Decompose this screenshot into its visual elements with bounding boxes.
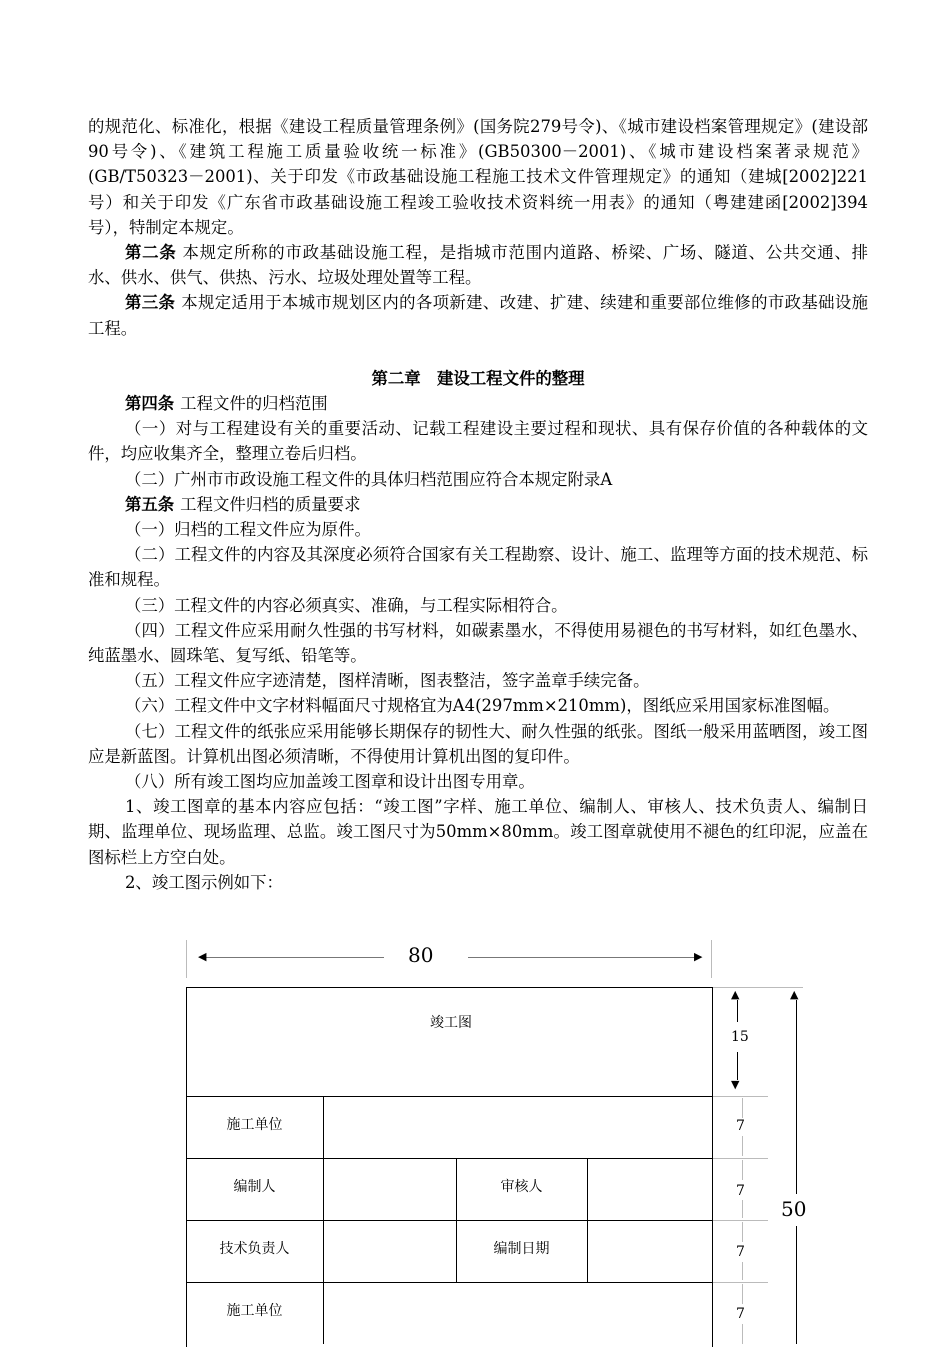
article-5-item-7: （七）工程文件的纸张应采用能够长期保存的韧性大、耐久性强的纸张。图纸一般采用蓝晒图，竣工图应是新蓝图。计算机出图必须清晰，不得使用计算机出图的复印件。	[88, 721, 868, 766]
article-5-item-4: （四）工程文件应采用耐久性强的书写材料，如碳素墨水，不得使用易褪色的书写材料，如红色墨水、纯蓝墨水、圆珠笔、复写纸、铅笔等。	[88, 620, 868, 666]
stamp-box	[186, 987, 713, 1347]
stamp-row-3-label-2: 编制日期	[493, 1241, 550, 1257]
stamp-row-2-label: 编制人	[233, 1179, 276, 1195]
article-3-label: 第三条	[125, 293, 176, 313]
total-height-dimension: 50	[781, 1197, 807, 1221]
article-5-item-1: （一）归档的工程文件应为原件。	[125, 520, 371, 540]
article-4-text: 工程文件的归档范围	[180, 394, 328, 414]
row-2-height-dimension: 7	[736, 1183, 745, 1199]
stamp-title: 竣工图	[430, 1015, 472, 1031]
stamp-row-3-label: 技术负责人	[219, 1241, 290, 1257]
paragraph-intro: 的规范化、标准化，根据《建设工程质量管理条例》(国务院279号令)、《城市建设档案管理规定》(建设部90号令)、《建筑工程施工质量验收统一标准》(GB50300－2001)、《城市建设档案著录规范》(GB/T50323－2001)、关于印发《市政基础设施工程施工技术文件管理规定》的通知（建城[2002]221号）和关于印发《广东省市政基础设施工程竣工验收技术资料统一用表》的通知（粤建建函[2002]394号），特制定本规定。	[88, 117, 868, 237]
article-4-label: 第四条	[125, 394, 175, 414]
paragraph-article-5	[88, 492, 868, 517]
stamp-row-1-label: 施工单位	[226, 1117, 283, 1133]
article-5-item-8: （八）所有竣工图均应加盖竣工图章和设计出图专用章。	[125, 772, 535, 792]
article-5-item-5: （五）工程文件应字迹清楚，图样清晰，图表整洁，签字盖章手续完备。	[125, 671, 650, 691]
article-5-label: 第五条	[125, 494, 175, 514]
stamp-row-2-label-2: 审核人	[500, 1179, 543, 1195]
stamp-row-4-label: 施工单位	[226, 1303, 283, 1319]
arrow-right-icon: ▶	[694, 950, 703, 963]
document-body	[88, 114, 868, 895]
paragraph-article-4	[88, 391, 868, 416]
stamp-content-paragraph: 1、竣工图章的基本内容应包括：“竣工图”字样、施工单位、编制人、审核人、技术负责人、编制日期、监理单位、现场监理、总监。竣工图尺寸为50mm×80mm。竣工图章就使用不褪色的红印泥，应盖在图标栏上方空白处。	[88, 797, 868, 867]
article-5-item-6: （六）工程文件中文字材料幅面尺寸规格宜为A4(297mm×210mm)，图纸应采用国家标准图幅。	[125, 696, 840, 716]
article-5-item-3: （三）工程文件的内容必须真实、准确，与工程实际相符合。	[125, 595, 568, 615]
title-height-dimension: 15	[731, 1029, 749, 1045]
article-3-text: 本规定适用于本城市规划区内的各项新建、改建、扩建、续建和重要部位维修的市政基础设施工程。	[88, 293, 869, 338]
arrow-up-icon: ▲	[731, 988, 740, 1001]
row-1-height-dimension: 7	[736, 1118, 745, 1134]
width-dimension: 80	[408, 943, 434, 967]
row-4-height-dimension: 7	[736, 1306, 745, 1322]
article-2-text: 本规定所称的市政基础设施工程，是指城市范围内道路、桥梁、广场、隧道、公共交通、排水、供水、供气、供热、污水、垃圾处理处置等工程。	[88, 243, 869, 288]
article-2-label: 第二条	[125, 243, 177, 263]
chapter-title: 第二章 建设工程文件的整理	[371, 368, 585, 388]
arrow-left-icon: ◀	[198, 950, 207, 963]
stamp-example-intro: 2、竣工图示例如下：	[125, 872, 283, 892]
arrow-down-icon: ▼	[731, 1078, 740, 1091]
article-4-item-1: （一）对与工程建设有关的重要活动、记载工程建设主要过程和现状、具有保存价值的各种载体的文件，均应收集齐全，整理立卷后归档。	[88, 419, 868, 464]
paragraph-article-3	[88, 290, 868, 340]
article-5-text: 工程文件归档的质量要求	[180, 494, 361, 514]
article-4-item-2: （二）广州市市政设施工程文件的具体归档范围应符合本规定附录A	[125, 469, 613, 489]
row-3-height-dimension: 7	[736, 1244, 745, 1260]
article-5-item-2: （二）工程文件的内容及其深度必须符合国家有关工程勘察、设计、施工、监理等方面的技术规范、标准和规程。	[88, 545, 868, 590]
paragraph-article-2	[88, 240, 868, 290]
arrow-up-icon: ▲	[790, 988, 799, 1001]
